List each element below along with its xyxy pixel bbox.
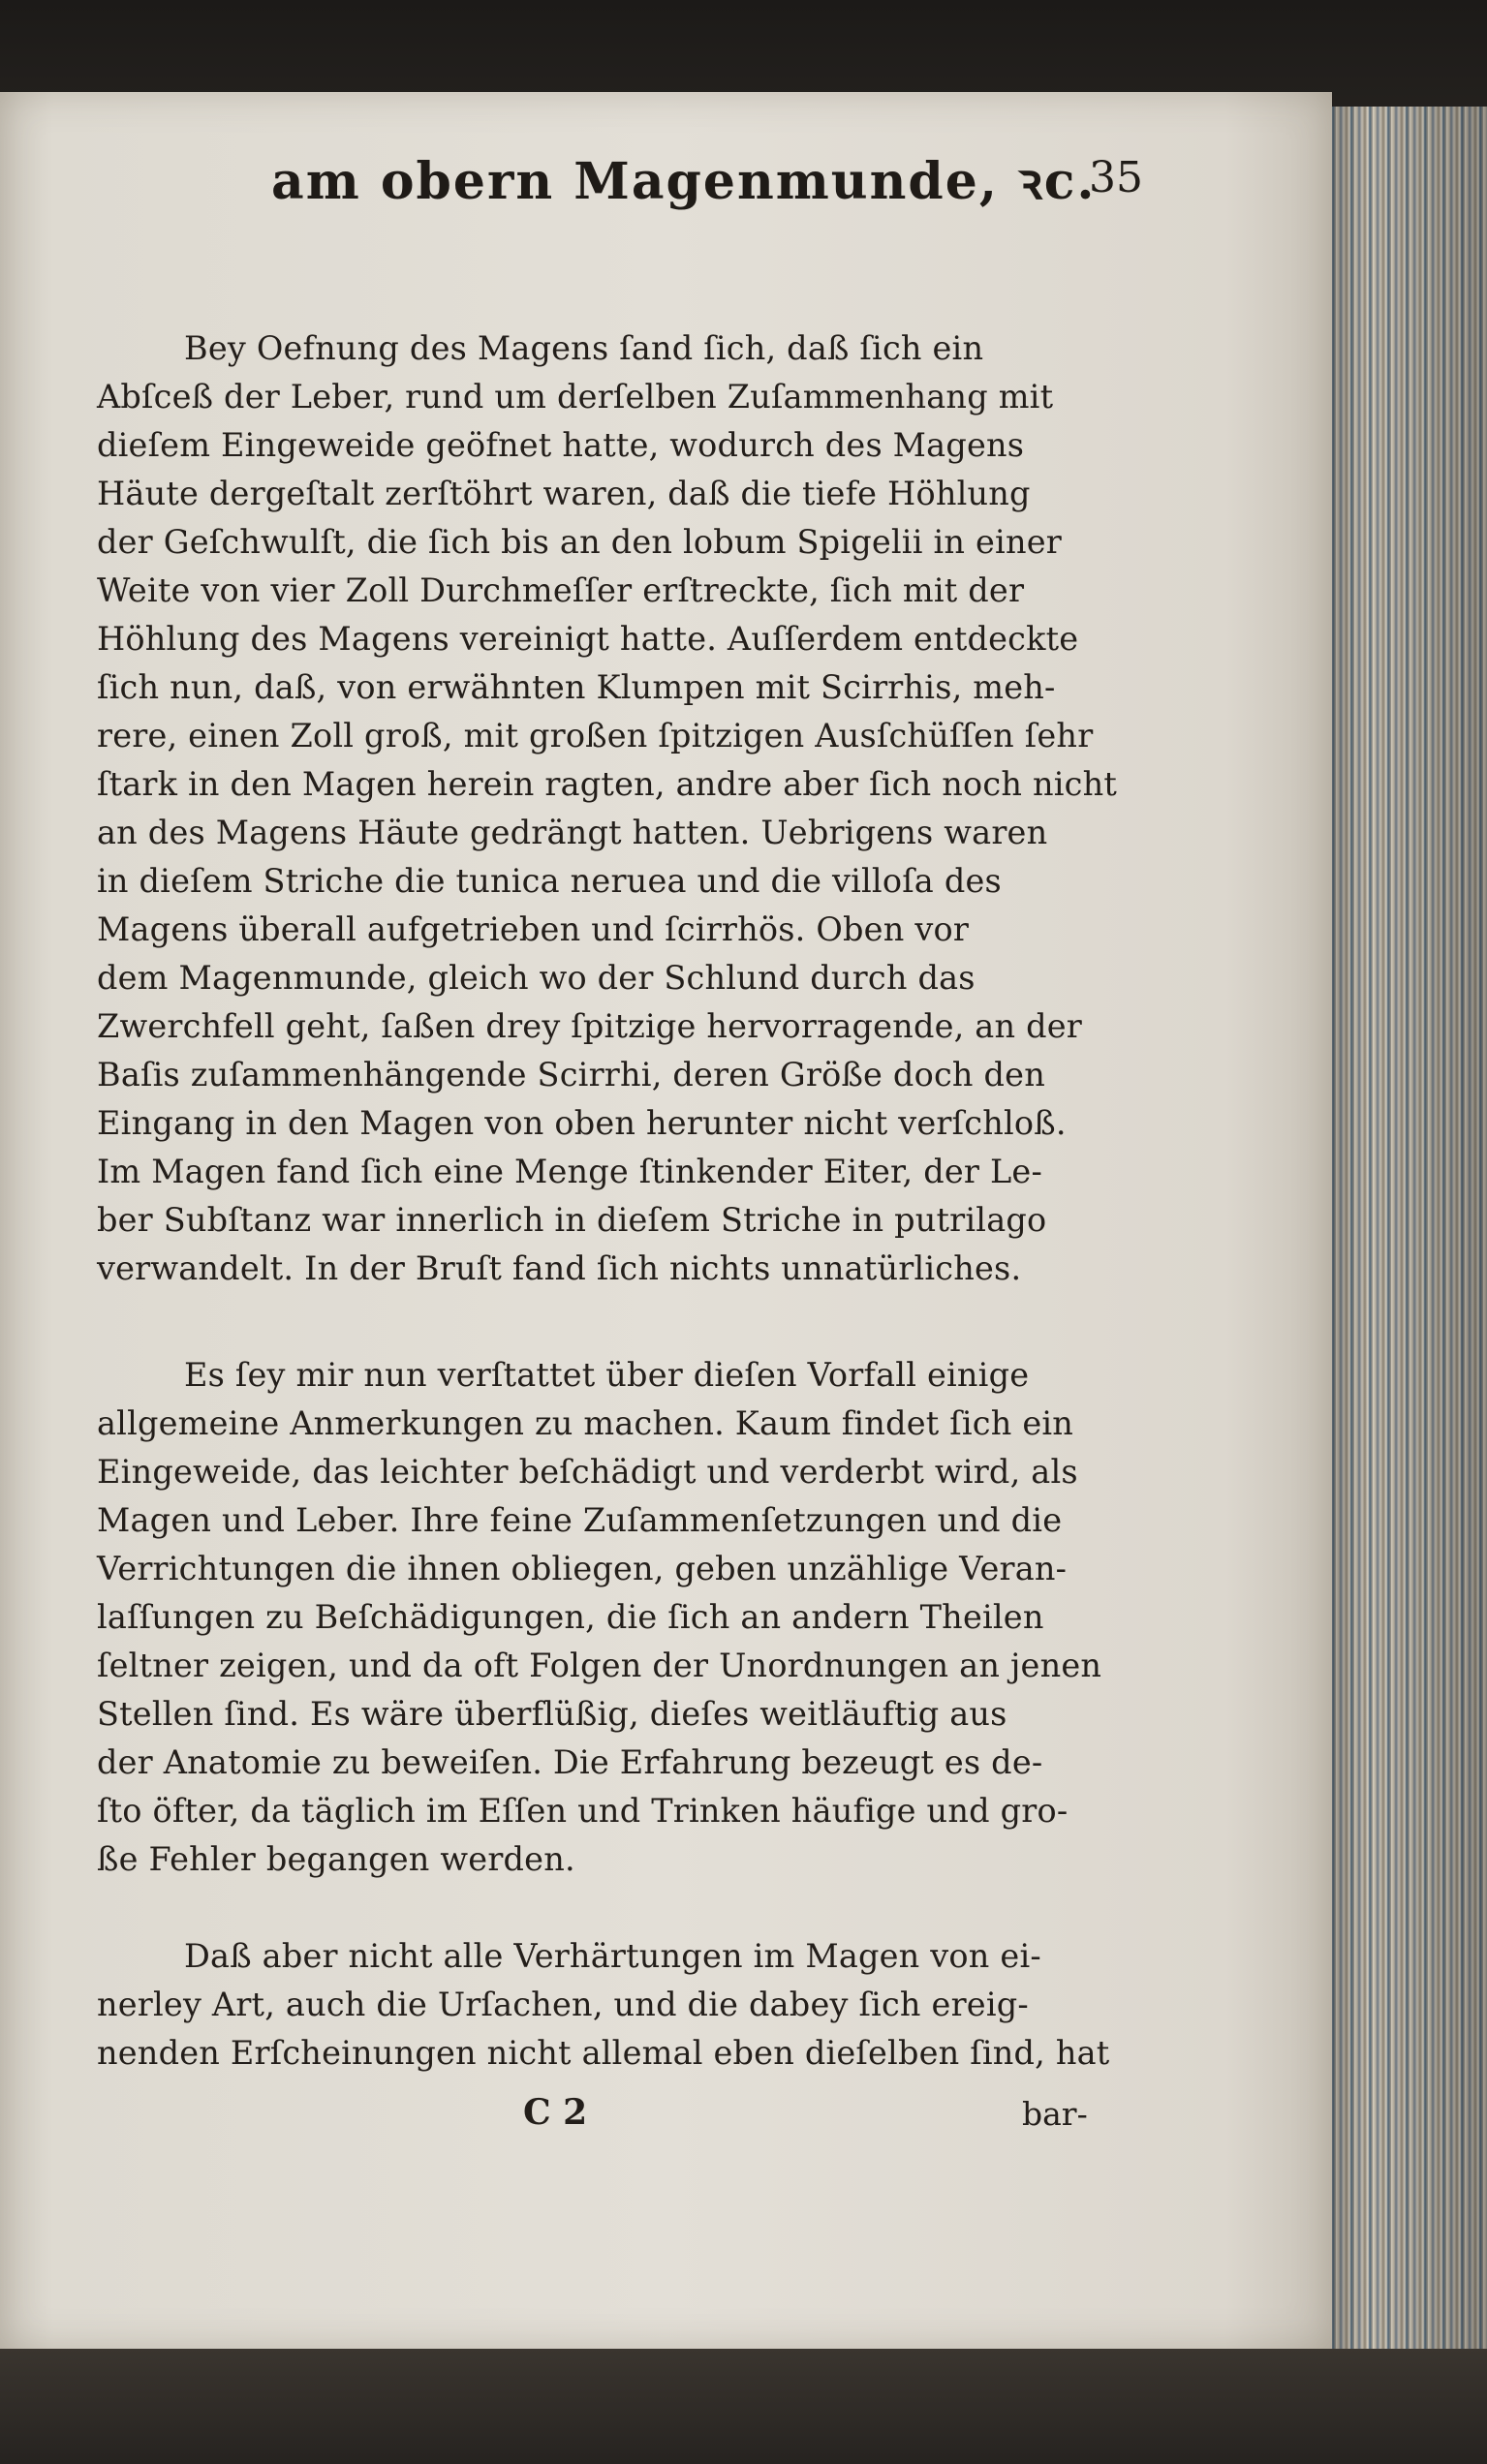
text-line: ſich nun, daß, von erwähnten Klumpen mit Scirrhis, meh- [97,668,1056,706]
text-line: nenden Erſcheinungen nicht allemal eben dieſelben ſind, hat [97,2034,1110,2072]
text-line: Baſis zuſammenhängende Scirrhi, deren Größe doch den [97,1056,1045,1093]
text-line: nerley Art, auch die Urſachen, und die dabey ſich ereig- [97,1986,1029,2023]
text-line: dieſem Eingeweide geöfnet hatte, wodurch des Magens [97,426,1025,464]
text-line: ſeltner zeigen, und da oft Folgen der Unordnungen an jenen [97,1647,1102,1684]
text-line: Eingang in den Magen von oben herunter nicht verſchloß. [97,1104,1067,1142]
text-line: Höhlung des Magens vereinigt hatte. Auſſerdem entdeckte [97,620,1079,658]
text-line: verwandelt. In der Bruſt fand ſich nichts unnatürliches. [97,1249,1022,1287]
text-line: ße Fehler begangen werden. [97,1840,575,1878]
scan-background-bottom [0,2349,1487,2464]
running-title: am obern Magenmunde, ꝛc. [271,152,1097,211]
page-header [271,145,1143,223]
text-line: Magen und Leber. Ihre feine Zuſammenſetzungen und die [97,1501,1063,1539]
text-line: Im Magen fand ſich eine Menge ſtinkender Eiter, der Le- [97,1153,1042,1190]
paragraph-hardenings [97,1932,1114,2078]
text-line: ſtark in den Magen herein ragten, andre aber ſich noch nicht [97,765,1118,803]
text-line: Magens überall aufgetrieben und ſcirrhös. Oben vor [97,910,970,948]
book-edge-shadow [1317,107,1487,2373]
text-line: Zwerchfell geht, ſaßen drey ſpitzige hervorragende, an der [97,1007,1082,1045]
text-line: Abſceß der Leber, rund um derſelben Zuſammenhang mit [97,378,1054,416]
text-line: Eingeweide, das leichter beſchädigt und verderbt wird, als [97,1453,1078,1491]
signature-mark: C 2 [523,2092,588,2133]
text-line: der Anatomie zu beweiſen. Die Erfahrung bezeugt es de- [97,1743,1043,1781]
text-line: allgemeine Anmerkungen zu machen. Kaum findet ſich ein [97,1404,1074,1442]
paragraph-general-remarks [97,1351,1114,1884]
text-line: Es ſey mir nun verſtattet über dieſen Vorfall einige [184,1356,1030,1394]
text-line: der Geſchwulſt, die ſich bis an den lobum Spigelii in einer [97,523,1062,561]
text-line: rere, einen Zoll groß, mit großen ſpitzigen Ausſchüſſen ſehr [97,717,1094,755]
catchword: bar- [1022,2095,1088,2133]
text-line: ſto öfter, da täglich im Eſſen und Trinken häufige und gro- [97,1792,1069,1830]
text-line: Weite von vier Zoll Durchmeſſer erſtreckte, ſich mit der [97,571,1025,609]
text-line: Häute dergeſtalt zerſtöhrt waren, daß die tiefe Höhlung [97,475,1031,512]
text-line: Stellen ſind. Es wäre überflüßig, dieſes weitläuftig aus [97,1695,1007,1733]
text-line: laſſungen zu Beſchädigungen, die ſich an andern Theilen [97,1598,1044,1636]
text-line: an des Magens Häute gedrängt hatten. Uebrigens waren [97,814,1048,851]
text-line: ber Subſtanz war innerlich in dieſem Striche in putrilago [97,1201,1047,1239]
page-number: 35 [1089,153,1143,202]
text-line: in dieſem Striche die tunica neruea und die villoſa des [97,862,1002,900]
text-line: Bey Oefnung des Magens ſand ſich, daß ſich ein [184,329,984,367]
text-line: dem Magenmunde, gleich wo der Schlund durch das [97,959,976,997]
text-line: Verrichtungen die ihnen obliegen, geben unzählige Veran- [97,1550,1068,1587]
paragraph-autopsy-findings [97,324,1118,1293]
text-line: Daß aber nicht alle Verhärtungen im Magen von ei- [184,1937,1041,1975]
